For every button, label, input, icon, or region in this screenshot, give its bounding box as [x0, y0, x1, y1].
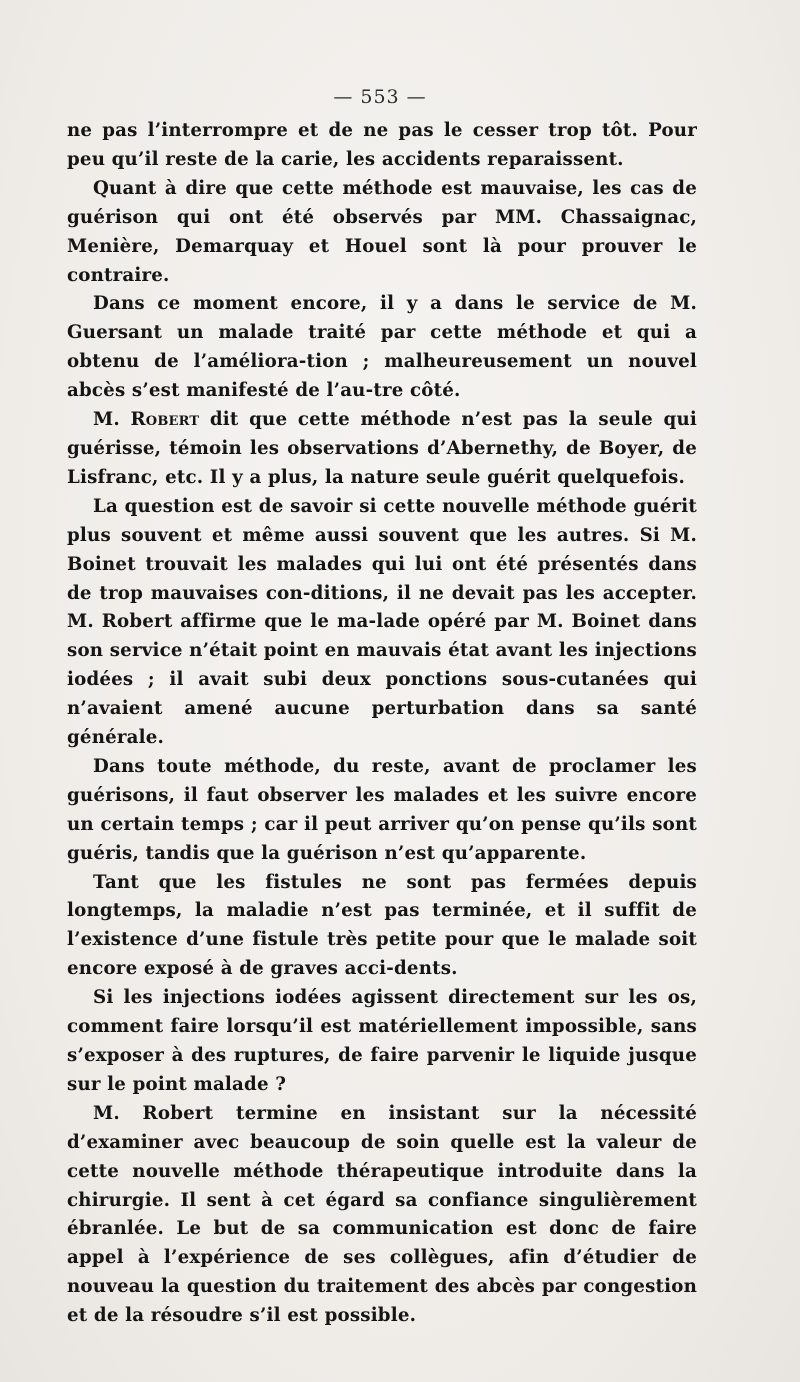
- paragraph-8: Si les injections iodées agissent directement sur les os, comment faire lorsqu’il est matériellement impossible, sans s’exposer à des ruptures, de faire parvenir le liquide jusque sur le point malade ?: [67, 987, 697, 1095]
- paragraph-7: Tant que les fistules ne sont pas fermées depuis longtemps, la maladie n’est pas terminée, et il suffit de l’existence d’une fistule très petite pour que le malade soit encore exposé à de graves acci-dents.: [67, 871, 697, 980]
- speaker-name: Robert: [130, 409, 200, 431]
- paragraph-4-prefix: M.: [93, 409, 131, 431]
- page-number: — 553 —: [333, 86, 427, 108]
- paragraph-4: [67, 406, 697, 493]
- paragraph-3: Dans ce moment encore, il y a dans le service de M. Guersant un malade traité par cette méthode et qui a obtenu de l’améliora-tion ; malheureusement un nouvel abcès s’est manifesté de l’au-tre côté.: [67, 293, 697, 402]
- paragraph-2: Quant à dire que cette méthode est mauvaise, les cas de guérison qui ont été observés par MM. Chassaignac, Menière, Demarquay et Houel sont là pour prouver le contraire.: [67, 177, 697, 286]
- paragraph-5: La question est de savoir si cette nouvelle méthode guérit plus souvent et même aussi souvent que les autres. Si M. Boinet trouvait les malades qui lui ont été présentés dans de trop mauvaises con-ditions, il ne devait pas les accepter. M. Robert affirme que le ma-lade opéré par M. Boinet dans son service n’était point en mauvais état avant les injections iodées ; il avait subi deux ponctions sous-cutanées qui n’avaient amené aucune perturbation dans sa santé générale.: [67, 495, 697, 749]
- paragraph-4-text: dit que cette méthode n’est pas la seule qui guérisse, témoin les observations d’Abernethy, de Boyer, de Lisfranc, etc. Il y a plus, la nature seule guérit quelquefois.: [67, 409, 697, 488]
- paragraph-1: ne pas l’interrompre et de ne pas le cesser trop tôt. Pour peu qu’il reste de la carie, les accidents reparaissent.: [67, 120, 697, 170]
- body-text: [67, 117, 697, 1331]
- paragraph-9: M. Robert termine en insistant sur la nécessité d’examiner avec beaucoup de soin quelle est la valeur de cette nouvelle méthode thérapeutique introduite dans la chirurgie. Il sent à cet égard sa confiance singulièrement ébranlée. Le but de sa communication est donc de faire appel à l’expérience de ses collègues, afin d’étudier de nouveau la question du traitement des abcès par congestion et de la résoudre s’il est possible.: [67, 1102, 697, 1327]
- paragraph-6: Dans toute méthode, du reste, avant de proclamer les guérisons, il faut observer les malades et les suivre encore un certain temps ; car il peut arriver qu’on pense qu’ils sont guéris, tandis que la guérison n’est qu’apparente.: [67, 755, 697, 864]
